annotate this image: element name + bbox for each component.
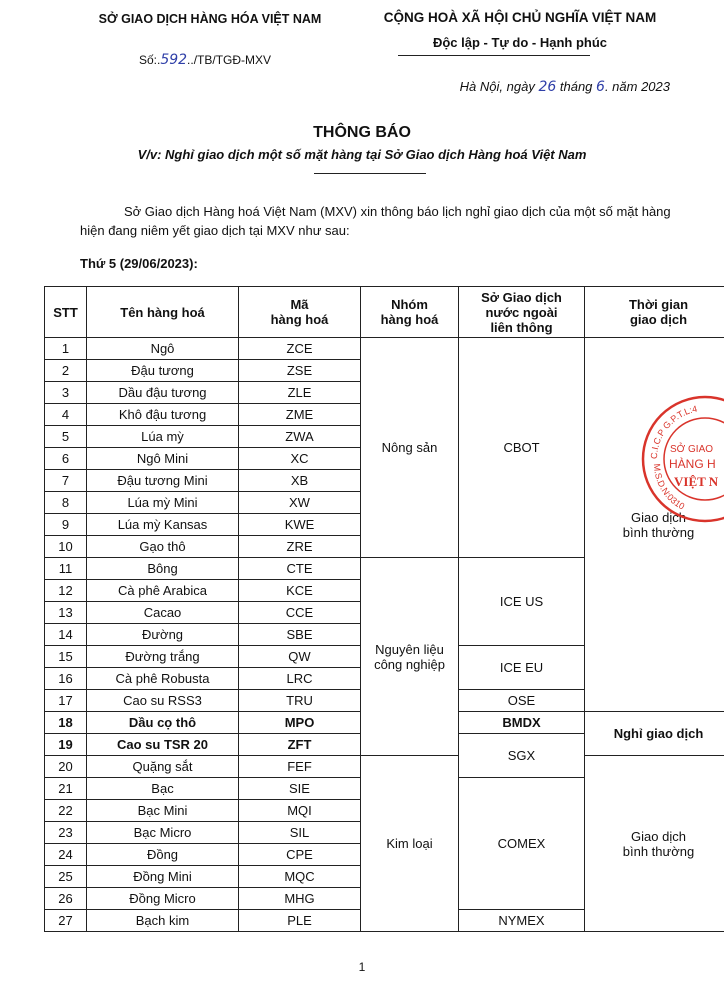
row-stt: 4 <box>45 404 87 426</box>
header-group <box>361 287 459 338</box>
date-day-handwritten: 26 <box>538 79 557 95</box>
row-stt: 23 <box>45 822 87 844</box>
table-header-row <box>45 287 724 338</box>
header-code-line2: hàng hoá <box>270 312 329 327</box>
header-group-line1: Nhóm <box>391 297 428 312</box>
row-code: QW <box>239 646 361 668</box>
header-exchange-line1: Sở Giao dịch <box>481 289 562 305</box>
seal-ring-text-bottom-path: M.S.D.N:0310 <box>651 463 687 512</box>
time-normal-bottom <box>585 756 724 932</box>
date-mid: tháng <box>556 79 597 94</box>
row-name: Đường trắng <box>87 646 239 668</box>
row-stt: 7 <box>45 470 87 492</box>
national-title: CỘNG HOÀ XÃ HỘI CHỦ NGHĨA VIỆT NAM <box>383 10 657 25</box>
row-stt: 27 <box>45 910 87 932</box>
row-code: XC <box>239 448 361 470</box>
row-stt: 12 <box>45 580 87 602</box>
seal-line-2: HÀNG H <box>669 457 716 471</box>
row-stt: 1 <box>45 338 87 360</box>
header-group-line2: hàng hoá <box>380 312 439 327</box>
row-stt: 22 <box>45 800 87 822</box>
row-code: MQC <box>239 866 361 888</box>
time-normal-bottom-line2: bình thường <box>622 843 695 859</box>
row-name: Bạch kim <box>87 910 239 932</box>
row-stt: 21 <box>45 778 87 800</box>
seal-line-3: VIỆT N <box>674 474 719 489</box>
suspension-table <box>44 286 724 932</box>
group-industrial-line2: công nghiệp <box>374 656 445 672</box>
organization-name: SỞ GIAO DỊCH HÀNG HÓA VIỆT NAM <box>98 12 322 26</box>
row-name: Bạc Mini <box>87 800 239 822</box>
row-code: CTE <box>239 558 361 580</box>
row-stt: 9 <box>45 514 87 536</box>
row-code: CCE <box>239 602 361 624</box>
exchange-cbot: CBOT <box>459 338 585 558</box>
row-code: ZRE <box>239 536 361 558</box>
document-number-prefix: Số:. <box>138 53 161 67</box>
table-row <box>45 338 724 360</box>
row-name: Cao su TSR 20 <box>87 734 239 756</box>
page-number: 1 <box>358 960 366 974</box>
exchange-sgx: SGX <box>459 734 585 778</box>
row-code: KCE <box>239 580 361 602</box>
row-name: Lúa mỳ Kansas <box>87 514 239 536</box>
date-prefix: Hà Nội, ngày <box>459 79 539 94</box>
row-code: ZME <box>239 404 361 426</box>
section-heading: Thứ 5 (29/06/2023): <box>80 256 198 271</box>
row-stt: 18 <box>45 712 87 734</box>
row-code: SIL <box>239 822 361 844</box>
row-stt: 24 <box>45 844 87 866</box>
row-name: Đồng <box>87 844 239 866</box>
exchange-ose: OSE <box>459 690 585 712</box>
row-name: Bạc <box>87 778 239 800</box>
row-stt: 6 <box>45 448 87 470</box>
row-code: XW <box>239 492 361 514</box>
row-name: Ngô Mini <box>87 448 239 470</box>
row-name: Đậu tương Mini <box>87 470 239 492</box>
row-code: KWE <box>239 514 361 536</box>
row-name: Đồng Micro <box>87 888 239 910</box>
row-stt: 15 <box>45 646 87 668</box>
row-stt: 2 <box>45 360 87 382</box>
time-normal-top-line1: Giao dịch <box>631 509 686 525</box>
row-code: ZCE <box>239 338 361 360</box>
exchange-ice-us: ICE US <box>459 558 585 646</box>
seal-line-1: SỞ GIAO <box>670 444 714 455</box>
row-name: Khô đậu tương <box>87 404 239 426</box>
group-metals: Kim loại <box>361 756 459 932</box>
date-suffix: . năm 2023 <box>604 79 670 94</box>
row-code: MQI <box>239 800 361 822</box>
row-name: Cao su RSS3 <box>87 690 239 712</box>
row-code: ZLE <box>239 382 361 404</box>
exchange-bmdx: BMDX <box>459 712 585 734</box>
group-industrial <box>361 558 459 756</box>
row-code: FEF <box>239 756 361 778</box>
red-seal-stamp <box>640 394 724 524</box>
header-exchange-line2: nước ngoài <box>485 304 558 320</box>
row-code: CPE <box>239 844 361 866</box>
row-code: SIE <box>239 778 361 800</box>
place-and-date <box>400 79 670 95</box>
row-name: Đường <box>87 624 239 646</box>
row-stt: 10 <box>45 536 87 558</box>
date-month-handwritten: 6 <box>596 79 605 95</box>
row-code: XB <box>239 470 361 492</box>
row-name: Lúa mỳ <box>87 426 239 448</box>
group-industrial-line1: Nguyên liệu <box>375 641 444 657</box>
row-code: ZFT <box>239 734 361 756</box>
row-name: Đồng Mini <box>87 866 239 888</box>
row-stt: 20 <box>45 756 87 778</box>
row-code: TRU <box>239 690 361 712</box>
row-stt: 3 <box>45 382 87 404</box>
document-title: THÔNG BÁO <box>313 124 411 141</box>
header-time <box>585 287 724 338</box>
row-name: Quặng sắt <box>87 756 239 778</box>
intro-paragraph: Sở Giao dịch Hàng hoá Việt Nam (MXV) xin thông báo lịch nghỉ giao dịch của một số mặt hàng hiện đang niêm yết giao dịch tại MXV như sau: <box>80 204 671 238</box>
row-name: Cà phê Arabica <box>87 580 239 602</box>
row-stt: 26 <box>45 888 87 910</box>
row-name: Gạo thô <box>87 536 239 558</box>
header-code-line1: Mã <box>290 297 309 312</box>
row-stt: 11 <box>45 558 87 580</box>
document-number-suffix: ../TB/TGĐ-MXV <box>187 53 272 67</box>
row-name: Dầu đậu tương <box>87 382 239 404</box>
table-row <box>45 756 724 778</box>
row-stt: 16 <box>45 668 87 690</box>
row-stt: 13 <box>45 602 87 624</box>
row-code: LRC <box>239 668 361 690</box>
exchange-comex: COMEX <box>459 778 585 910</box>
time-suspended: Nghỉ giao dịch <box>585 712 724 756</box>
row-stt: 19 <box>45 734 87 756</box>
row-code: PLE <box>239 910 361 932</box>
group-agriculture: Nông sản <box>361 338 459 558</box>
document-subject: V/v: Nghỉ giao dịch một số mặt hàng tại Sở Giao dịch Hàng hoá Việt Nam <box>137 147 587 162</box>
row-name: Bạc Micro <box>87 822 239 844</box>
time-normal-bottom-line1: Giao dịch <box>631 828 686 844</box>
header-time-line1: Thời gian <box>628 297 689 312</box>
header-name: Tên hàng hoá <box>87 287 239 338</box>
row-code: ZWA <box>239 426 361 448</box>
row-code: MPO <box>239 712 361 734</box>
row-name: Cacao <box>87 602 239 624</box>
row-code: SBE <box>239 624 361 646</box>
time-normal-top-line2: bình thường <box>622 524 695 540</box>
row-stt: 14 <box>45 624 87 646</box>
row-name: Ngô <box>87 338 239 360</box>
header-stt: STT <box>45 287 87 338</box>
document-number <box>80 52 330 68</box>
row-code: ZSE <box>239 360 361 382</box>
row-code: MHG <box>239 888 361 910</box>
header-exchange-line3: liên thông <box>490 319 553 335</box>
seal-ring-text-top-path: C.I.C.P G.P.T.L:4 <box>648 403 699 460</box>
row-stt: 8 <box>45 492 87 514</box>
row-stt: 5 <box>45 426 87 448</box>
row-name: Đậu tương <box>87 360 239 382</box>
row-name: Bông <box>87 558 239 580</box>
header-exchange <box>459 287 585 338</box>
row-name: Lúa mỳ Mini <box>87 492 239 514</box>
row-stt: 17 <box>45 690 87 712</box>
exchange-ice-eu: ICE EU <box>459 646 585 690</box>
row-stt: 25 <box>45 866 87 888</box>
document-number-handwritten: 592 <box>160 52 188 68</box>
row-name: Cà phê Robusta <box>87 668 239 690</box>
header-code <box>239 287 361 338</box>
exchange-nymex: NYMEX <box>459 910 585 932</box>
motto-underline <box>398 55 590 56</box>
national-motto: Độc lập - Tự do - Hạnh phúc <box>432 35 608 50</box>
title-underline <box>314 173 426 174</box>
row-name: Dầu cọ thô <box>87 712 239 734</box>
header-time-line2: giao dịch <box>629 312 688 327</box>
